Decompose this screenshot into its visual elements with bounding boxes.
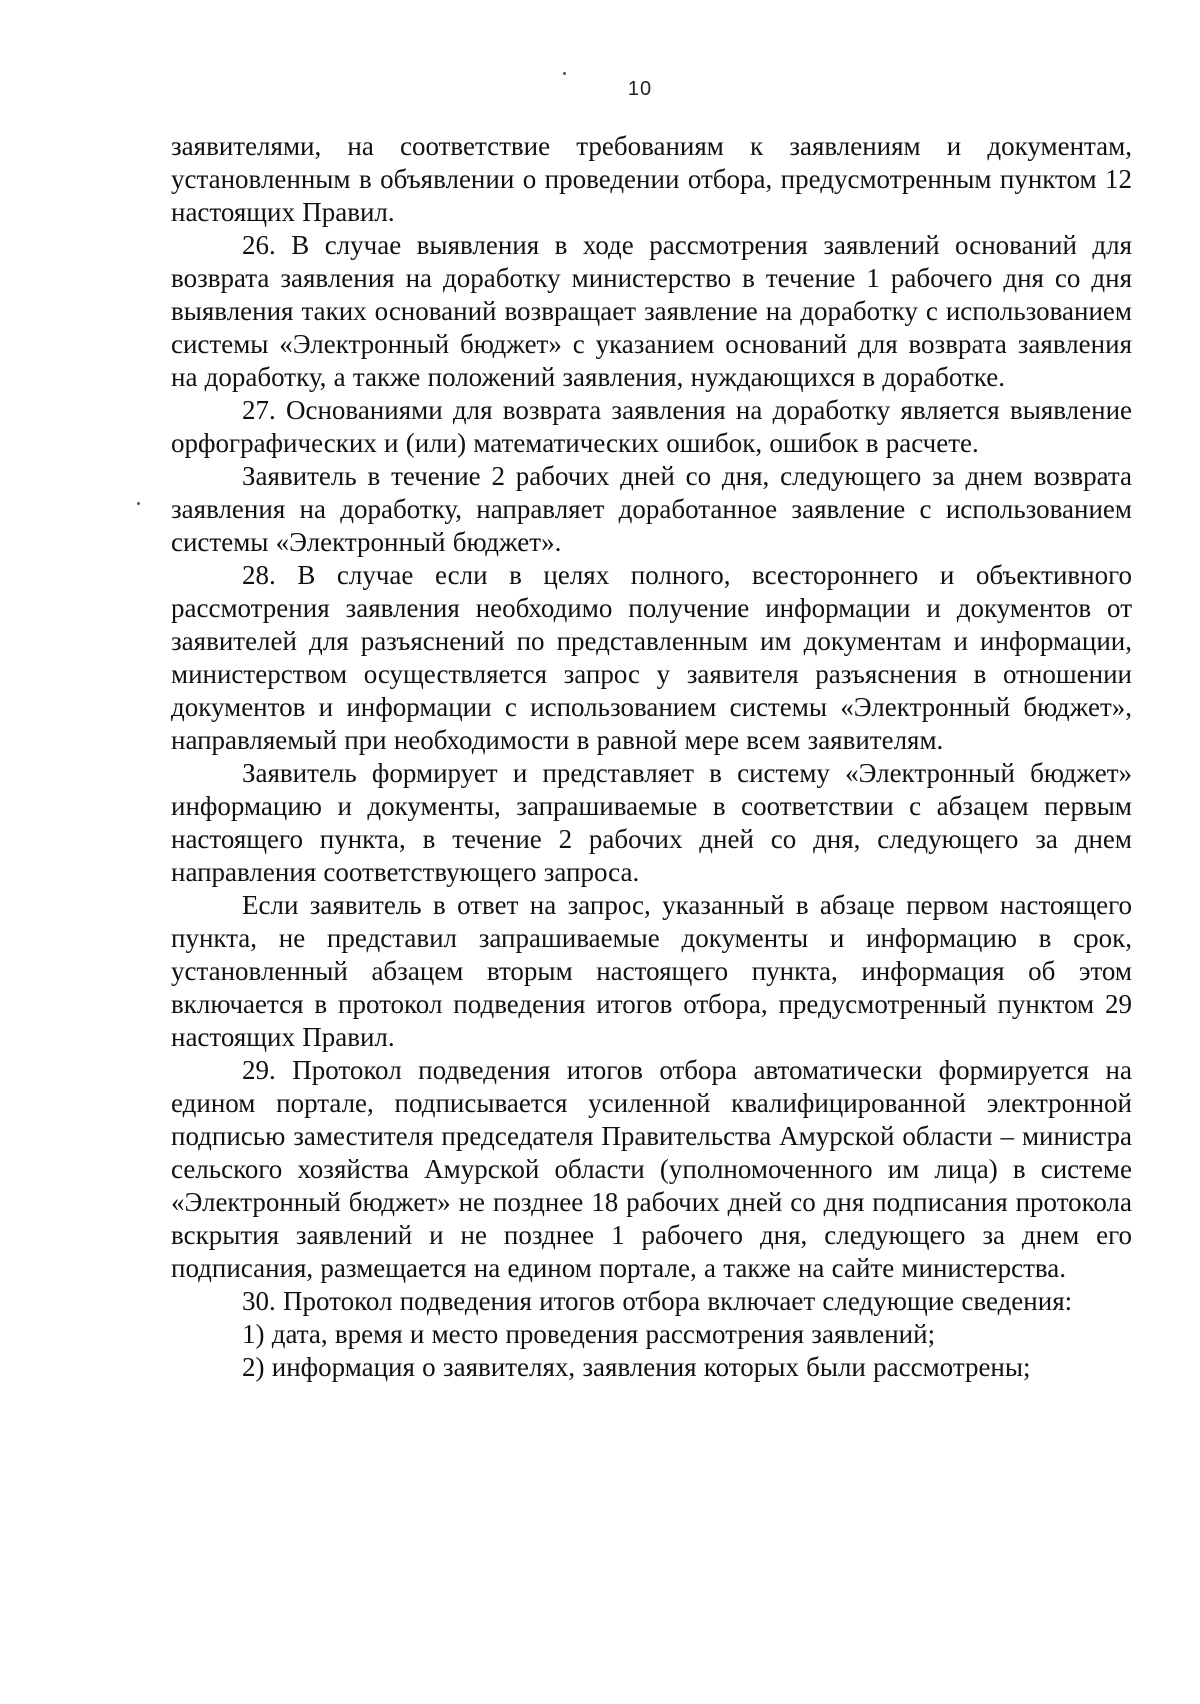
paragraph: 1) дата, время и место проведения рассмотрения заявлений;: [242, 1319, 936, 1349]
paragraph: 27. Основаниями для возврата заявления на доработку является выявление орфографических и (или) математических ошибок, ошибок в расчете.: [171, 395, 1132, 458]
document-body: [171, 130, 1132, 1384]
paragraph: Заявитель в течение 2 рабочих дней со дня, следующего за днем возврата заявления на доработку, направляет доработанное заявление с использованием системы «Электронный бюджет».: [171, 461, 1132, 557]
paragraph: 29. Протокол подведения итогов отбора автоматически формируется на едином портале, подписывается усиленной квалифицированной электронной подписью заместителя председателя Правительства Амурской области – министра сельского хозяйства Амурской области (уполномоченного им лица) в системе «Электронный бюджет» не позднее 18 рабочих дней со дня подписания протокола вскрытия заявлений и не позднее 1 рабочего дня, следующего за днем его подписания, размещается на едином портале, а также на сайте министерства.: [171, 1055, 1132, 1283]
page-number: 10: [627, 78, 653, 100]
scan-speck: [563, 72, 566, 75]
paragraph: заявителями, на соответствие требованиям к заявлениям и документам, установленным в объявлении о проведении отбора, предусмотренным пунктом 12 настоящих Правил.: [171, 131, 1132, 227]
paragraph: Если заявитель в ответ на запрос, указанный в абзаце первом настоящего пункта, не представил запрашиваемые документы и информацию в срок, установленный абзацем вторым настоящего пункта, информация об этом включается в протокол подведения итогов отбора, предусмотренный пунктом 29 настоящих Правил.: [171, 890, 1132, 1052]
scan-speck: [137, 502, 140, 505]
paragraph: 26. В случае выявления в ходе рассмотрения заявлений оснований для возврата заявления на доработку министерство в течение 1 рабочего дня со дня выявления таких оснований возвращает заявление на доработку с использованием системы «Электронный бюджет» с указанием оснований для возврата заявления на доработку, а также положений заявления, нуждающихся в доработке.: [171, 230, 1132, 392]
paragraph: Заявитель формирует и представляет в систему «Электронный бюджет» информацию и документы, запрашиваемые в соответствии с абзацем первым настоящего пункта, в течение 2 рабочих дней со дня, следующего за днем направления соответствующего запроса.: [171, 758, 1132, 887]
paragraph: 28. В случае если в целях полного, всестороннего и объективного рассмотрения заявления необходимо получение информации и документов от заявителей для разъяснений по представленным им документам и информации, министерством осуществляется запрос у заявителя разъяснения в отношении документов и информации с использованием системы «Электронный бюджет», направляемый при необходимости в равной мере всем заявителям.: [171, 560, 1132, 755]
paragraph: 2) информация о заявителях, заявления которых были рассмотрены;: [242, 1352, 1031, 1382]
paragraph: 30. Протокол подведения итогов отбора включает следующие сведения:: [242, 1286, 1073, 1316]
